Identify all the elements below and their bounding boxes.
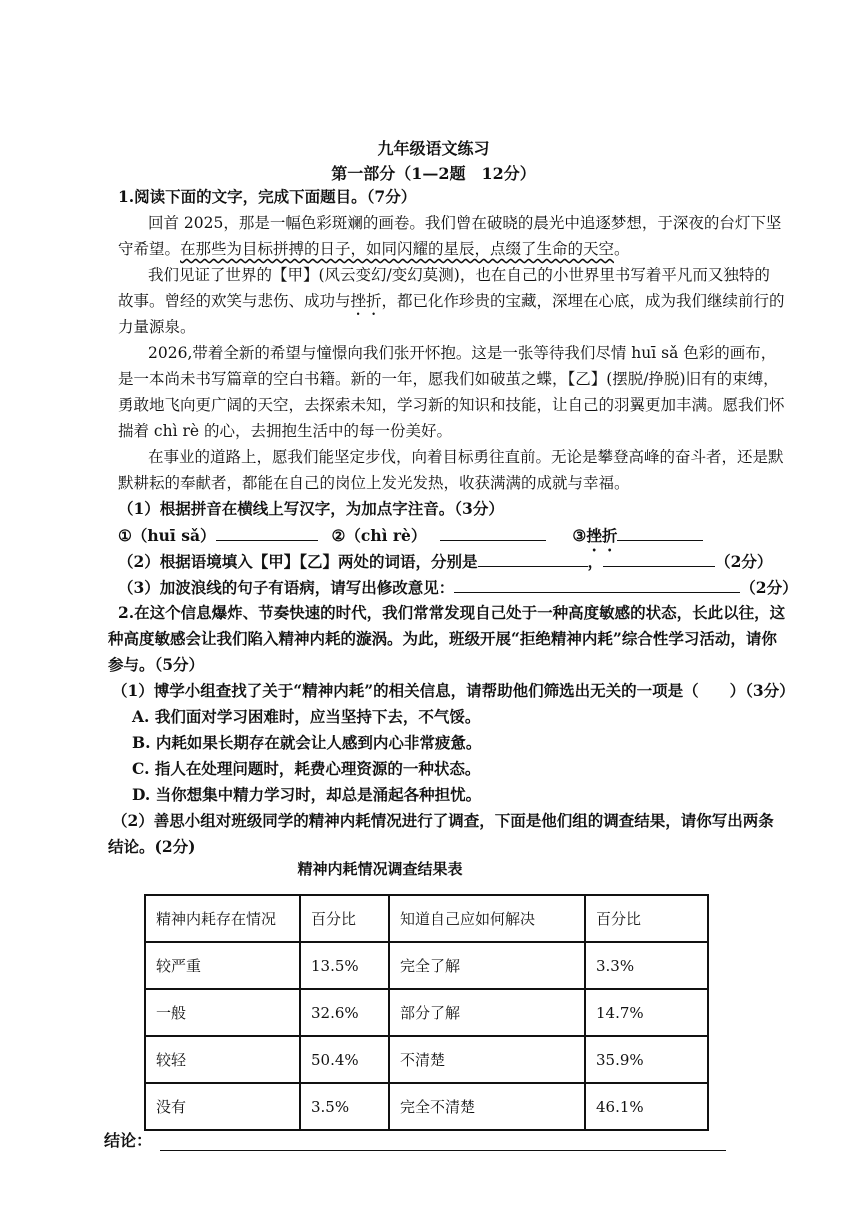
table-cell: 没有	[145, 1083, 300, 1130]
passage-p1-line1: 回首 2025，那是一幅色彩斑斓的画卷。我们曾在破晓的晨光中追逐梦想，于深夜的台灯下坚	[148, 214, 782, 232]
p2-pre: 故事。曾经的欢笑与悲伤、成功与	[118, 292, 351, 310]
table-cell: 13.5%	[300, 942, 389, 989]
blank-c-dotted: 挫折	[586, 526, 618, 545]
p1-plain: 守希望。	[118, 240, 181, 258]
q2-stem-line2: 种高度敏感会让我们陷入精神内耗的漩涡。为此，班级开展“拒绝精神内耗”综合性学习活动，请你	[108, 629, 777, 648]
q2-sub1: （1）博学小组查找了关于“精神内耗”的相关信息，请帮助他们筛选出无关的一项是（ ）（3分）	[112, 681, 795, 700]
passage-p4-line1: 在事业的道路上，愿我们能坚定步伐，向着目标勇往直前。无论是攀登高峰的奋斗者，还是默	[148, 448, 784, 466]
option-c[interactable]: C. 指人在处理问题时，耗费心理资源的一种状态。	[132, 759, 481, 778]
table-cell: 3.3%	[585, 942, 708, 989]
sub3-text: （3）加波浪线的句子有语病，请写出修改意见：	[118, 578, 455, 597]
table-header-cell: 百分比	[300, 895, 389, 942]
passage-p1-line2	[118, 238, 630, 260]
wavy-sentence: 在那些为目标拼搏的日子，如同闪耀的星辰，点缀了生命的天空	[180, 240, 615, 258]
q1-sub3	[118, 576, 798, 599]
part-heading: 第一部分（1—2题 12分）	[331, 164, 536, 183]
table-row	[145, 1083, 708, 1130]
table-cell: 50.4%	[300, 1036, 389, 1083]
table-cell: 35.9%	[585, 1036, 708, 1083]
survey-table	[144, 894, 709, 1131]
q1-stem: 1.阅读下面的文字，完成下面题目。（7分）	[118, 187, 417, 206]
passage-p3-line1: 2026,带着全新的希望与憧憬向我们张开怀抱。这是一张等待我们尽情 huī sǎ 色彩的画布，	[148, 344, 777, 362]
exam-title: 九年级语文练习	[377, 139, 490, 158]
table-cell: 不清楚	[389, 1036, 585, 1083]
conclusion-label: 结论：	[104, 1131, 153, 1150]
answer-blank-jia[interactable]	[478, 550, 588, 567]
q2-stem-line3: 参与。（5分）	[108, 655, 205, 674]
passage-p2-line2	[118, 290, 785, 319]
table-cell: 3.5%	[300, 1083, 389, 1130]
sub2-text: （2）根据语境填入【甲】【乙】两处的词语，分别是	[118, 552, 478, 571]
table-cell: 较严重	[145, 942, 300, 989]
answer-blank-revision[interactable]	[454, 576, 740, 593]
option-a[interactable]: A. 我们面对学习困难时，应当坚持下去，不气馁。	[132, 707, 481, 726]
sub2-sep: ，	[587, 552, 604, 571]
q1-sub2	[118, 550, 772, 573]
table-header-cell: 百分比	[585, 895, 708, 942]
blank-b-label: ②（chì rè）	[331, 526, 427, 545]
p1-end: 。	[614, 240, 630, 258]
p2-post: ，都已化作珍贵的宝藏，深埋在心底，成为我们继续前行的	[381, 292, 785, 310]
table-title: 精神内耗情况调查结果表	[297, 860, 463, 878]
passage-p4-line2: 默耕耘的奉献者，都能在自己的岗位上发光发热，收获满满的成就与幸福。	[118, 474, 630, 492]
table-header-cell: 精神内耗存在情况	[145, 895, 300, 942]
table-header-cell: 知道自己应如何解决	[389, 895, 585, 942]
answer-blank-a[interactable]	[216, 524, 318, 541]
option-d[interactable]: D. 当你想集中精力学习时，却总是涌起各种担忧。	[132, 785, 482, 804]
answer-blank-c[interactable]	[617, 524, 703, 541]
table-cell: 完全不清楚	[389, 1083, 585, 1130]
answer-blank-b[interactable]	[440, 524, 546, 541]
table-cell: 32.6%	[300, 989, 389, 1036]
sub3-score: （2分）	[740, 578, 798, 597]
passage-p3-line4: 揣着 chì rè 的心，去拥抱生活中的每一份美好。	[118, 422, 452, 440]
passage-p3-line2: 是一本尚未书写篇章的空白书籍。新的一年，愿我们如破茧之蝶，【乙】(摆脱/挣脱)旧有的束缚，	[118, 370, 779, 388]
table-cell: 14.7%	[585, 989, 708, 1036]
table-cell: 一般	[145, 989, 300, 1036]
dotted-word: 挫折	[350, 292, 382, 310]
blank-a-label: ①（huī sǎ）	[118, 526, 216, 545]
answer-blank-yi[interactable]	[603, 550, 715, 567]
option-b[interactable]: B. 内耗如果长期存在就会让人感到内心非常疲惫。	[132, 733, 482, 752]
table-cell: 46.1%	[585, 1083, 708, 1130]
table-row	[145, 1036, 708, 1083]
passage-p3-line3: 勇敢地飞向更广阔的天空，去探索未知，学习新的知识和技能，让自己的羽翼更加丰满。愿我们怀	[118, 396, 785, 414]
table-header-row	[145, 895, 708, 942]
q1-sub1: （1）根据拼音在横线上写汉字，为加点字注音。（3分）	[118, 499, 504, 518]
conclusion-answer-line[interactable]	[160, 1150, 726, 1151]
table-cell: 完全了解	[389, 942, 585, 989]
q2-sub2-line2: 结论。(2分)	[108, 837, 196, 856]
table-cell: 部分了解	[389, 989, 585, 1036]
q2-sub2-line1: （2）善思小组对班级同学的精神内耗情况进行了调查，下面是他们组的调查结果，请你写出两条	[112, 811, 774, 830]
passage-p2-line1: 我们见证了世界的【甲】(风云变幻/变幻莫测)，也在自己的小世界里书写着平凡而又独特的	[148, 266, 770, 284]
passage-p2-line3: 力量源泉。	[118, 318, 196, 336]
sub2-score: （2分）	[715, 552, 773, 571]
table-row	[145, 989, 708, 1036]
blank-c-prefix: ③	[572, 526, 587, 545]
table-row	[145, 942, 708, 989]
q2-stem-line1: 2.在这个信息爆炸、节奏快速的时代，我们常常发现自己处于一种高度敏感的状态，长此以往，这	[118, 603, 786, 622]
table-cell: 较轻	[145, 1036, 300, 1083]
